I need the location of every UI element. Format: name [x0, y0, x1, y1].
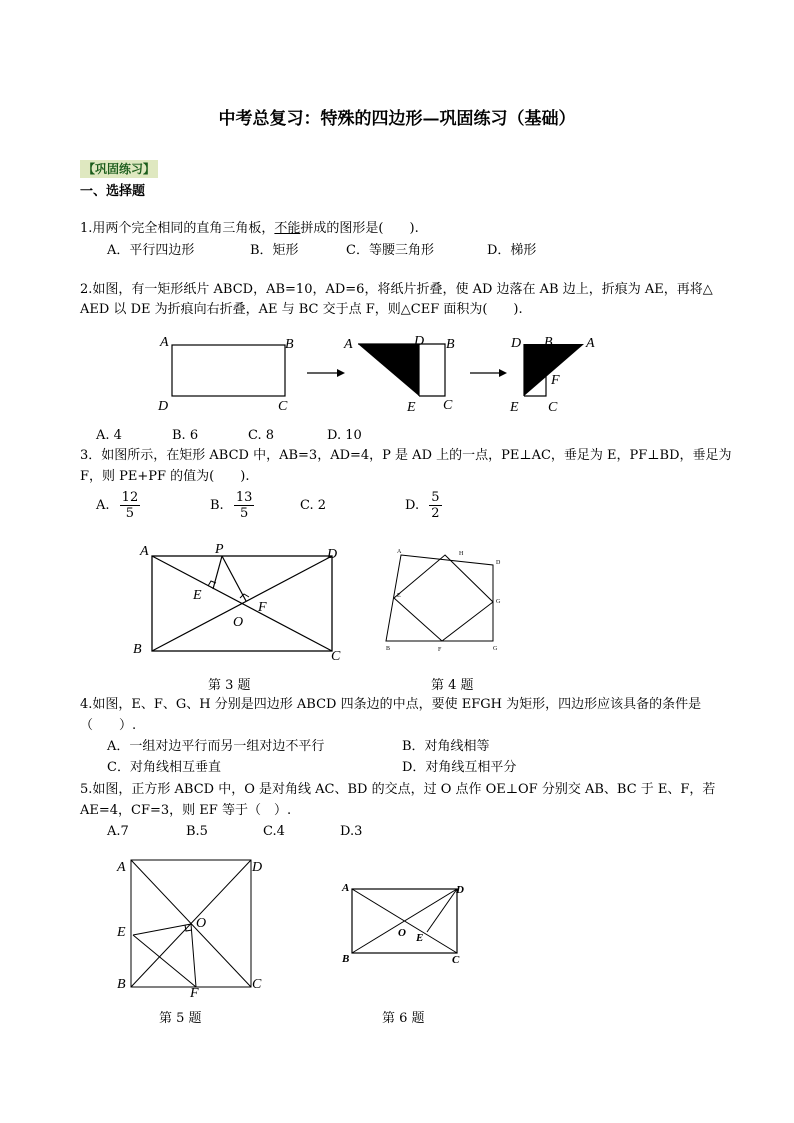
question-5-line-2: AE=4，CF=3，则 EF 等于（ ）. [80, 803, 292, 818]
label-d: D [158, 399, 169, 414]
arrow-1-head [337, 369, 345, 377]
page-title: 中考总复习：特殊的四边形—巩固练习（基础） [218, 109, 576, 129]
label-e: E [416, 932, 424, 944]
question-5-line-1: 5.如图，正方形 ABCD 中，O 是对角线 AC、BD 的交点，过 O 点作 OE⊥OF 分别交 AB、BC 于 E、F，若 [80, 782, 716, 797]
label-b2: B [446, 337, 455, 352]
label-p: P [215, 542, 224, 557]
section-heading: 一、选择题 [80, 184, 146, 199]
label-o: O [196, 916, 207, 931]
question-1-stem-pre: 1.用两个完全相同的直角三角板， [80, 221, 275, 236]
label-e: E [397, 593, 401, 599]
figure-3-caption: 第 3 题 [208, 678, 251, 693]
option-d-numerator: 5 [431, 490, 440, 505]
label-d: D [496, 560, 501, 566]
label-c: C [331, 649, 341, 664]
label-a: A [140, 544, 149, 559]
question-2-figure [140, 330, 620, 420]
question-2-line-2: AED 以 DE 为折痕向右折叠，AE 与 BC 交于点 F，则△CEF 面积为( ). [80, 302, 523, 317]
question-2-line-1: 2.如图，有一矩形纸片 ABCD，AB=10，AD=6，将纸片折叠，使 AD 边落在 AB 边上，折痕为 AE，再将△ [80, 282, 713, 297]
question-5-option-d: D.3 [340, 824, 363, 839]
question-5-figure [110, 850, 280, 1005]
option-b-numerator: 13 [235, 490, 253, 505]
label-b: B [117, 977, 126, 992]
question-3-line-2: F，则 PE+PF 的值为( ). [80, 469, 250, 484]
label-c: G [493, 646, 498, 652]
question-1-stem [80, 219, 419, 239]
question-1-option-b: B．矩形 [250, 243, 299, 258]
label-c3: C [548, 400, 558, 415]
option-d-denominator: 2 [431, 506, 440, 521]
label-c2: C [443, 398, 453, 413]
segment-of [191, 924, 196, 987]
label-b: B [133, 642, 142, 657]
question-4-option-a: A．一组对边平行而另一组对边不平行 [107, 739, 325, 754]
question-3-option-a [96, 488, 140, 524]
section-tag: 【巩固练习】 [80, 160, 158, 178]
question-3-line-1: 3．如图所示，在矩形 ABCD 中，AB=3，AD=4，P 是 AD 上的一点，PE⊥AC，垂足为 E，PF⊥BD，垂足为 [80, 448, 732, 463]
label-d2: D [414, 334, 425, 349]
question-4-line-1: 4.如图，E、F、G、H 分别是四边形 ABCD 四条边的中点，要使 EFGH 为矩形，四边形应该具备的条件是 [80, 697, 702, 712]
figure-6-caption: 第 6 题 [382, 1011, 425, 1026]
label-b: B [386, 646, 391, 652]
option-a-numerator: 12 [121, 490, 139, 505]
second-black-triangle [524, 344, 584, 396]
label-f3: F [551, 373, 560, 388]
segment-ef [133, 935, 196, 987]
label-b: B [342, 953, 350, 965]
label-f: F [190, 986, 199, 1001]
question-3-option-b-prefix: B. [210, 498, 224, 513]
label-b3: B [544, 335, 553, 350]
question-3-figure [130, 540, 350, 668]
question-3-option-c: C. 2 [300, 498, 327, 513]
figure-5-caption: 第 5 题 [159, 1011, 202, 1026]
question-5-option-b: B.5 [186, 824, 208, 839]
label-a: A [397, 549, 402, 555]
segment-de [427, 889, 457, 932]
question-1-option-c: C．等腰三角形 [346, 243, 434, 258]
arrow-2-head [499, 369, 507, 377]
label-d: D [327, 547, 338, 562]
question-4-figure [380, 545, 510, 655]
question-3-option-d [405, 488, 442, 524]
question-1-option-d: D．梯形 [487, 243, 537, 258]
label-o: O [233, 615, 244, 630]
label-f: F [438, 647, 442, 653]
label-e3: E [510, 400, 519, 415]
option-b-denominator: 5 [239, 506, 249, 521]
label-b: B [285, 337, 294, 352]
label-c: C [278, 399, 288, 414]
label-e2: E [407, 400, 416, 415]
label-a: A [117, 860, 126, 875]
folded-black-triangle [358, 344, 419, 396]
question-3-option-b [210, 488, 254, 524]
label-c: C [452, 954, 460, 966]
figure-4-caption: 第 4 题 [431, 678, 474, 693]
label-g: G [496, 599, 501, 605]
question-4-option-c: C．对角线相互垂直 [107, 760, 221, 775]
quadrilateral-abcd [386, 555, 493, 641]
question-5-option-c: C.4 [263, 824, 285, 839]
label-a3: A [586, 336, 595, 351]
question-6-figure [335, 875, 475, 975]
question-2-option-d: D. 10 [327, 428, 362, 443]
label-o: O [398, 927, 406, 939]
label-d: D [252, 860, 263, 875]
label-c: C [252, 977, 262, 992]
question-4-option-d: D．对角线互相平分 [402, 760, 517, 775]
label-h: H [459, 551, 464, 557]
question-2-option-c: C. 8 [248, 428, 275, 443]
label-e: E [193, 588, 202, 603]
question-3-option-a-prefix: A. [96, 498, 110, 513]
quadrilateral-efgh [394, 555, 493, 641]
label-a: A [160, 335, 169, 350]
question-4-option-b: B．对角线相等 [402, 739, 490, 754]
question-1-stem-post: 拼成的图形是( ). [300, 221, 419, 236]
label-a2: A [344, 337, 353, 352]
label-d: D [456, 884, 464, 896]
question-2-option-b: B. 6 [172, 428, 199, 443]
question-2-option-a: A. 4 [96, 428, 122, 443]
rectangle-abcd [172, 345, 285, 396]
question-4-line-2: （ ）. [80, 718, 137, 733]
question-1-stem-underline: 不能 [274, 221, 301, 236]
option-a-denominator: 5 [125, 506, 135, 521]
label-a: A [342, 882, 350, 894]
label-f: F [258, 600, 267, 615]
label-e: E [117, 925, 126, 940]
label-d3: D [511, 336, 522, 351]
question-1-option-a: A．平行四边形 [107, 243, 195, 258]
question-3-option-d-prefix: D. [405, 498, 420, 513]
question-5-option-a: A.7 [107, 824, 129, 839]
segment-pe [213, 556, 222, 589]
